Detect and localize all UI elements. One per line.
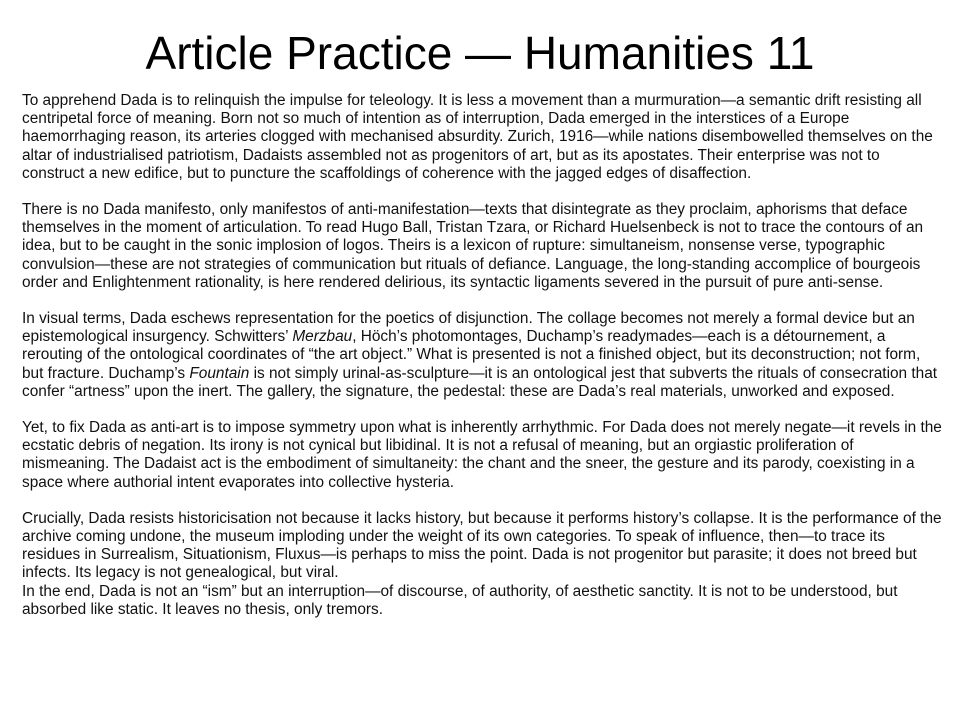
paragraph-2: There is no Dada manifesto, only manifestos of anti-manifestation—texts that disintegrate as they proclaim, aphorisms that deface themselves in the moment of articulation. To read Hugo Ball, Tristan Tzara, or Richard Huelsenbeck is not to trace the contours of an idea, but to be caught in the sonic implosion of logos. Theirs is a lexicon of rupture: simultaneism, nonsense verse, typographic convulsion—these are not strategies of communication but rituals of defiance. Language, the long-standing accomplice of bourgeois order and Enlightenment rationality, is here rendered delirious, its syntactic ligaments severed in the pursuit of pure anti-sense. xyxy=(22,201,924,291)
paragraph-3-part-3: is not simply urinal-as-sculpture—it is an ontological jest that subverts the rituals of consecration that confer “artness” upon the inert. The gallery, the signature, the pedestal: these are Dada’s real materials, unworked and exposed. xyxy=(22,364,938,400)
paragraph-3-part-2: , Höch’s photomontages, Duchamp’s readymades—each is a détournement, a rerouting of the ontological coordinates of “the art object.” What is presented is not a finished object, but its deconstruction; not form, but fracture. Duchamp’s xyxy=(22,328,921,382)
page-title: Article Practice — Humanities 11 xyxy=(145,27,815,79)
paragraph-6: In the end, Dada is not an “ism” but an interruption—of discourse, of authority, of aesthetic sanctity. It is not to be understood, but absorbed like static. It leaves no thesis, only tremors. xyxy=(22,582,898,618)
merzbau-title: Merzbau xyxy=(292,328,353,346)
paragraph-4: Yet, to fix Dada as anti-art is to impose symmetry upon what is inherently arrhythmic. For Dada does not merely negate—it revels in the ecstatic debris of negation. Its irony is not cynical but libidinal. It is not a refusal of meaning, but an orgiastic proliferation of mismeaning. The Dadaist act is the embodiment of simultaneity: the chant and the sneer, the gesture and its parody, coexisting in a space where authorial intent evaporates into collective hysteria. xyxy=(22,419,942,491)
paragraph-5: Crucially, Dada resists historicisation not because it lacks history, but because it performs history’s collapse. It is the performance of the archive coming undone, the museum imploding under the weight of its own categories. To speak of influence, then—to trace its residues in Surrealism, Situationism, Fluxus—is perhaps to miss the point. Dada is not progenitor but parasite; it does not breed but infects. Its legacy is not genealogical, but viral. xyxy=(22,509,942,582)
article-body xyxy=(22,92,942,619)
fountain-title: Fountain xyxy=(189,364,250,382)
paragraph-1: To apprehend Dada is to relinquish the impulse for teleology. It is less a movement than a murmuration—a semantic drift resisting all centripetal force of meaning. Born not so much of intention as of interruption, Dada emerged in the interstices of a Europe haemorrhaging reason, its arteries clogged with mechanised absurdity. Zurich, 1916—while nations disembowelled themselves on the altar of industrialised patriotism, Dadaists assembled not as progenitors of art, but as its apostates. Their enterprise was not to construct a new edifice, but to puncture the scaffoldings of coherence with the jagged edges of disaffection. xyxy=(22,92,933,182)
paragraph-3-part-1: In visual terms, Dada eschews representation for the poetics of disjunction. The collage becomes not merely a formal device but an epistemological insurgency. Schwitters’ xyxy=(22,310,915,346)
paragraph-3 xyxy=(22,310,942,401)
